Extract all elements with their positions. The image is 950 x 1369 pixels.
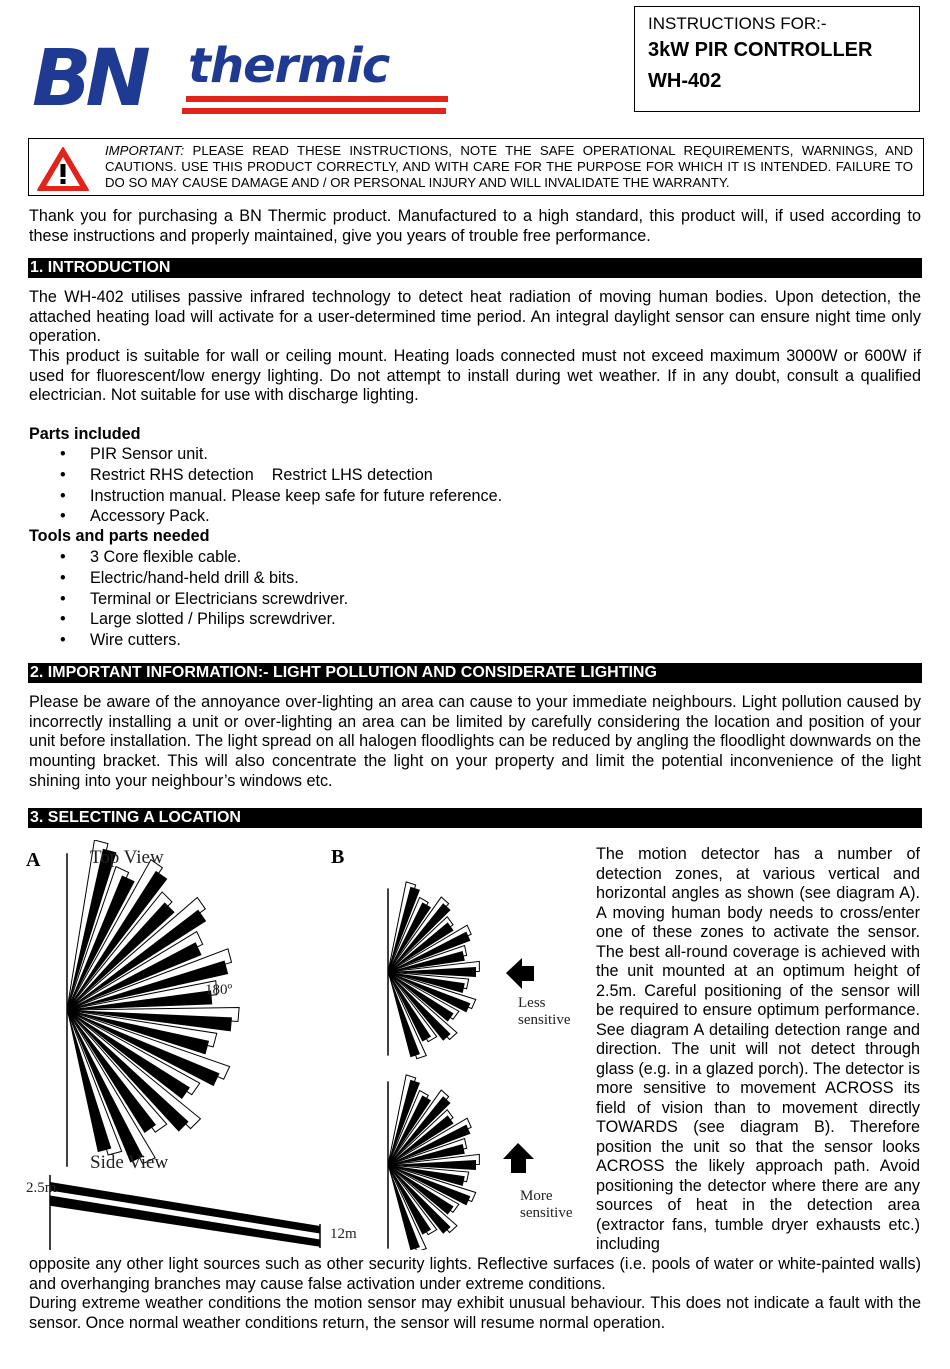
list-item: • Terminal or Electricians screwdriver. <box>29 589 348 610</box>
top-view-fan <box>67 840 239 1167</box>
detection-zone-diagram <box>20 840 580 1250</box>
warning-text <box>105 143 913 191</box>
logo-bn-text: BN <box>32 34 145 124</box>
top-view-label: Top View <box>90 847 164 868</box>
warning-body: PLEASE READ THESE INSTRUCTIONS, NOTE THE SAFE OPERATIONAL REQUIREMENTS, WARNINGS, AND CAUTIONS. USE THIS PRODUCT CORRECTLY, AND WITH CARE FOR THE PURPOSE FOR WHICH IT IS INTENDED. FAILURE TO DO SO MAY CAUSE DAMAGE AND / OR PERSONAL INJURY AND WILL INVALIDATE THE WARRANTY. <box>105 143 913 190</box>
parts-included-heading: Parts included <box>29 425 141 443</box>
section-heading-selecting-location: 3. SELECTING A LOCATION <box>28 808 922 828</box>
intro-paragraph-1: The WH-402 utilises passive infrared technology to detect heat radiation of moving human bodies. Upon detection, the attached heating load will activate for a user-determined time period. An integral daylight sensor can ensure night time only operation. <box>29 288 921 346</box>
tools-needed-heading: Tools and parts needed <box>29 527 210 545</box>
angle-label: 180º <box>205 982 233 998</box>
list-item: • Restrict RHS detection Restrict LHS detection <box>29 465 502 486</box>
logo-red-stripe <box>186 96 448 102</box>
extreme-weather-paragraph: During extreme weather conditions the motion sensor may exhibit unusual behaviour. This does not indicate a fault with the sensor. Once normal weather conditions return, the sensor will resume normal operation. <box>29 1294 921 1332</box>
document-title-box <box>634 6 920 112</box>
intro-thanks-paragraph: Thank you for purchasing a BN Thermic product. Manufactured to a high standard, this product will, if used according to these instructions and properly maintained, give you years of trouble free performance. <box>29 207 921 245</box>
section-heading-introduction: 1. INTRODUCTION <box>28 258 922 278</box>
light-pollution-paragraph: Please be aware of the annoyance over-lighting an area can cause to your immediate neighbours. Light pollution caused by incorrectly installing a unit or over-lighting an area can be limited by carefully considering the location and position of your unit before installation. The light spread on all halogen floodlights can be reduced by angling the floodlight downwards on the mounting bracket. This will also concentrate the light on your property and limit the potential inconvenience of the light shining into your neighbour’s windows etc. <box>29 693 921 790</box>
logo-red-stripe <box>182 108 446 114</box>
height-label: 2.5m <box>26 1180 57 1196</box>
side-view-label: Side View <box>90 1152 169 1173</box>
arrow-left-icon <box>506 958 534 989</box>
list-item: • Large slotted / Philips screwdriver. <box>29 609 348 630</box>
section-heading-light-pollution: 2. IMPORTANT INFORMATION:- LIGHT POLLUTION AND CONSIDERATE LIGHTING <box>28 663 922 683</box>
diagram-label-b: B <box>331 846 345 868</box>
location-paragraph-continued: opposite any other light sources such as other security lights. Reflective surfaces (i.e. pools of water or white-painted walls) and overhanging branches may cause false activation under extreme conditions. <box>29 1255 921 1293</box>
list-item: • PIR Sensor unit. <box>29 444 502 465</box>
list-item: • 3 Core flexible cable. <box>29 547 348 568</box>
brand-logo <box>32 36 432 122</box>
diagram-label-a: A <box>26 849 41 871</box>
tools-list <box>29 547 348 651</box>
warning-box <box>28 138 924 196</box>
warning-triangle-icon <box>35 145 91 193</box>
more-sensitive-label: More sensitive <box>520 1188 573 1221</box>
less-sensitive-fan <box>388 882 479 1059</box>
side-view-wedge <box>50 1175 320 1250</box>
location-bottom-paragraphs <box>29 1255 921 1333</box>
list-item: • Wire cutters. <box>29 630 348 651</box>
less-sensitive-label: Less sensitive <box>518 995 571 1028</box>
list-item: • Accessory Pack. <box>29 506 502 527</box>
warning-lead: IMPORTANT: <box>105 143 185 158</box>
title-instructions-for: INSTRUCTIONS FOR:- <box>648 14 827 33</box>
range-label: 12m <box>330 1226 357 1242</box>
intro-paragraph-2: This product is suitable for wall or ceiling mount. Heating loads connected must not exceed maximum 3000W or 600W if used for fluorescent/low energy lighting. Do not attempt to install during wet weather. If in any doubt, consult a qualified electrician. Not suitable for use with discharge lighting. <box>29 347 921 405</box>
list-item: • Instruction manual. Please keep safe for future reference. <box>29 486 502 507</box>
location-side-paragraph: The motion detector has a number of detection zones, at various vertical and horizontal angles as shown (see diagram A). A moving human body needs to cross/enter one of these zones to activate the sensor. The best all-round coverage is achieved with the unit mounted at an optimum height of 2.5m. Careful positioning of the sensor will be required to ensure optimum performance. See diagram A detailing detection range and direction. The unit will not detect through glass (e.g. in a glazed porch). The detector is more sensitive to movement ACROSS its field of vision than to movement directly TOWARDS (see diagram B). Therefore position the unit so that the sensor looks ACROSS the likely approach path. Avoid positioning the detector where there are any sources of heat in the detection area (extractor fans, tumble dryer exhausts etc.) including <box>596 845 920 1253</box>
more-sensitive-fan <box>388 1075 479 1250</box>
list-item: • Electric/hand-held drill & bits. <box>29 568 348 589</box>
detection-zone-graphic <box>20 840 580 1250</box>
parts-list <box>29 444 502 527</box>
logo-thermic-text: thermic <box>188 38 390 94</box>
title-product-name: 3kW PIR CONTROLLER <box>648 39 873 61</box>
arrow-up-icon <box>503 1143 534 1173</box>
title-model-number: WH-402 <box>648 70 722 92</box>
